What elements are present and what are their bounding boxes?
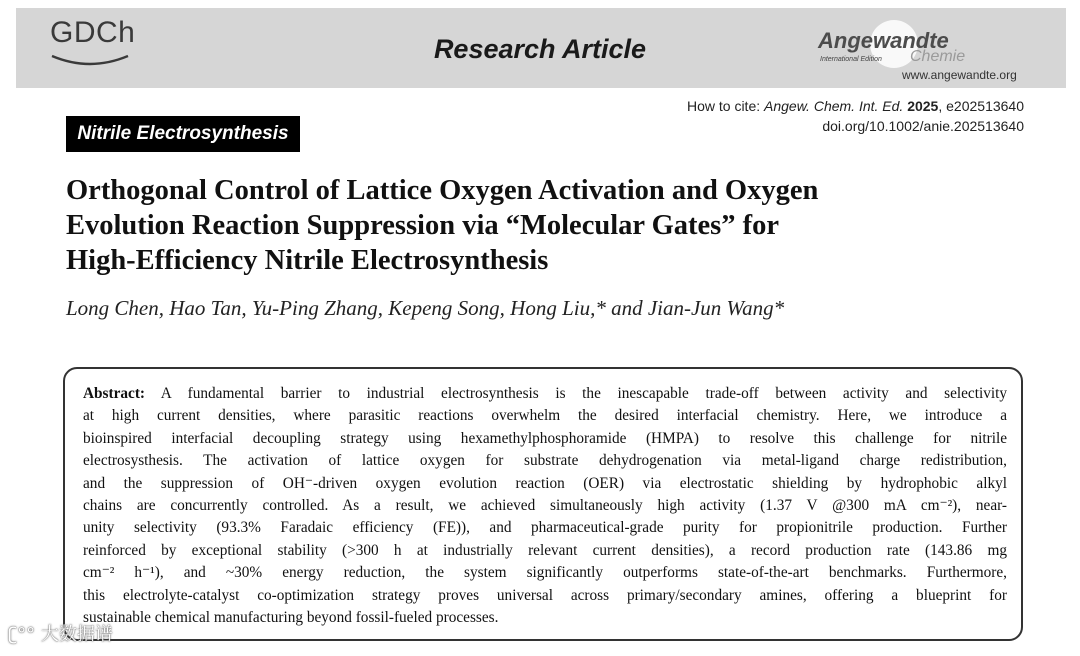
abstract-line [83, 383, 1007, 405]
abstract-line: at high current densities, where parasitic reactions overwhelm the desired interfacial chemistry. Here, we introduce a [83, 407, 1007, 425]
angewandte-logo-sub: Chemie [910, 48, 966, 65]
citation-line [687, 96, 1024, 116]
paper-title [66, 173, 966, 278]
title-line: Evolution Reaction Suppression via “Molecular Gates” for [66, 210, 780, 241]
abstract-line: chains are concurrently controlled. As a result, we achieved simultaneously high activity (1.37 V @300 mA cm⁻²), near- [83, 497, 1007, 515]
abstract-text [83, 383, 1007, 629]
angewandte-logo-edition: International Edition [820, 56, 882, 63]
section-tag: Nitrile Electrosynthesis [66, 116, 300, 152]
gdch-logo-text: GDCh [50, 16, 136, 49]
abstract-line: and the suppression of OH⁻-driven oxygen evolution reaction (OER) via electrostatic shielding by hydrophobic alkyl [83, 474, 1007, 492]
abstract-line-text: A fundamental barrier to industrial electrosynthesis is the inescapable trade-off between activity and selectivity [145, 385, 1007, 402]
citation-prefix: How to cite: [686, 98, 765, 114]
watermark [8, 620, 113, 646]
title-line: High-Efficiency Nitrile Electrosynthesis [66, 245, 549, 276]
citation-doi-link[interactable]: doi.org/10.1002/anie.202513640 [822, 118, 1024, 134]
abstract-line: this electrolyte-catalyst co-optimization strategy proves universal across primary/secondary amines, offering a blueprint for [83, 586, 1007, 604]
title-line: Orthogonal Control of Lattice Oxygen Activation and Oxygen [66, 175, 819, 206]
abstract-line: sustainable chemical manufacturing beyond fossil-fueled processes. [83, 609, 499, 627]
watermark-text: 大数据谱 [40, 624, 113, 645]
watermark-glyph-icon: ʗ°° [8, 624, 36, 645]
citation-block [687, 96, 1024, 136]
author-list: Long Chen, Hao Tan, Yu-Ping Zhang, Kepeng Song, Hong Liu,* and Jian-Jun Wang* [66, 296, 785, 320]
abstract-line: reinforced by exceptional stability (>300 h at industrially relevant current densities), a record production rate (143.86 mg [83, 541, 1007, 559]
journal-url-link[interactable]: www.angewandte.org [902, 68, 1017, 82]
abstract-line: cm⁻² h⁻¹), and ~30% energy reduction, the system significantly outperforms state-of-the-art benchmarks. Furthermore, [83, 564, 1007, 582]
abstract-label: Abstract: [83, 385, 146, 402]
citation-journal: Angew. Chem. Int. Ed. [764, 98, 904, 114]
abstract-line: unity selectivity (93.3% Faradaic efficiency (FE)), and pharmaceutical-grade purity for propionitrile production. Further [83, 519, 1007, 537]
citation-year: 2025 [907, 98, 939, 114]
article-type-heading: Research Article [433, 34, 647, 64]
citation-article-id: , e202513640 [938, 98, 1024, 114]
abstract-line: electrosysthesis. The activation of lattice oxygen for substrate dehydrogenation via metal-ligand charge redistribution, [83, 452, 1007, 470]
angewandte-logo-text: Angewandte [818, 28, 949, 53]
angewandte-logo [810, 18, 1030, 84]
abstract-line: bioinspired interfacial decoupling strategy using hexamethylphosphoramide (HMPA) to resolve this challenge for nitrile [83, 429, 1007, 447]
